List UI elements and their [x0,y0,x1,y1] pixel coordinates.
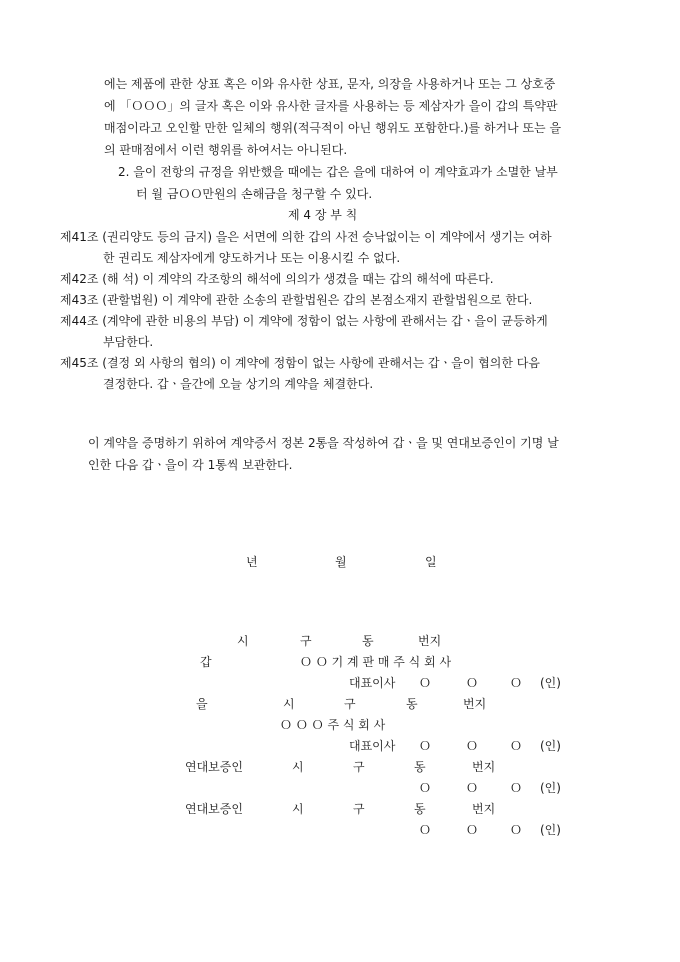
party-b-company: Ｏ Ｏ Ｏ 주 식 회 사 [280,718,386,732]
article-41: 제41조 (권리양도 등의 금지) 을은 서면에 의한 갑의 사전 승낙없이는 이 계약에서 생기는 여하 [60,230,552,244]
address-bunji: 번지 [472,802,496,816]
address-gu: 구 [353,802,365,816]
article-45: 제45조 (결정 외 사항의 협의) 이 계약에 정함이 없는 사항에 관해서는 갑ㆍ을이 협의한 다음 [60,356,540,370]
article-41-cont: 한 권리도 제삼자에게 양도하거나 또는 이용시킬 수 없다. [103,251,401,265]
address-dong: 동 [406,697,418,711]
item-2-line: 터 월 금ＯＯ만원의 손해금을 청구할 수 있다. [136,187,373,201]
item-2-line: 2. 을이 전항의 규정을 위반했을 때에는 갑은 을에 대하여 이 계약효과가 소멸한 날부 [118,165,558,179]
address-bunji: 번지 [418,634,442,648]
name-mark: Ｏ [466,823,479,837]
article-42: 제42조 (해 석) 이 계약의 각조항의 해석에 의의가 생겼을 때는 갑의 해석에 따른다. [60,272,494,286]
name-mark: Ｏ [510,739,523,753]
guarantor-label: 연대보증인 [185,802,243,816]
party-b-label: 을 [196,697,208,711]
paragraph-line: 매점이라고 오인할 만한 일체의 행위(적극적이 아닌 행위도 포함한다.)를 하거나 또는 을 [104,121,562,135]
paragraph-line: 에 「ＯＯＯ」의 글자 혹은 이와 유사한 글자를 사용하는 등 제삼자가 을이 갑의 특약판 [104,99,558,113]
name-mark: Ｏ [419,781,432,795]
name-mark: Ｏ [466,739,479,753]
address-si: 시 [292,760,304,774]
closing-line: 이 계약을 증명하기 위하여 계약증서 정본 2통을 작성하여 갑ㆍ을 및 연대보증인이 기명 날 [88,436,559,450]
day-label: 일 [425,555,437,569]
seal-mark: (인) [540,823,561,837]
chapter-heading: 제 4 장 부 칙 [288,208,358,222]
address-dong: 동 [414,760,426,774]
name-mark: Ｏ [510,823,523,837]
name-mark: Ｏ [510,676,523,690]
party-a-company: Ｏ Ｏ 기 계 판 매 주 식 회 사 [300,655,452,669]
address-si: 시 [283,697,295,711]
party-a-representative: 대표이사 [349,676,396,690]
address-gu: 구 [300,634,312,648]
seal-mark: (인) [540,781,561,795]
name-mark: Ｏ [466,676,479,690]
address-dong: 동 [362,634,374,648]
article-44-cont: 부담한다. [103,335,154,349]
address-gu: 구 [353,760,365,774]
seal-mark: (인) [540,739,561,753]
name-mark: Ｏ [510,781,523,795]
party-b-representative: 대표이사 [349,739,396,753]
paragraph-line: 의 판매점에서 이런 행위를 하여서는 아니된다. [104,143,348,157]
closing-line: 인한 다음 갑ㆍ을이 각 1통씩 보관한다. [88,458,293,472]
article-45-cont: 결정한다. 갑ㆍ을간에 오늘 상기의 계약을 체결한다. [103,377,374,391]
paragraph-line: 에는 제품에 관한 상표 혹은 이와 유사한 상표, 문자, 의장을 사용하거나 또는 그 상호중 [104,77,556,91]
article-44: 제44조 (계약에 관한 비용의 부담) 이 계약에 정함이 없는 사항에 관해서는 갑ㆍ을이 균등하게 [60,314,548,328]
address-si: 시 [292,802,304,816]
name-mark: Ｏ [419,739,432,753]
address-gu: 구 [344,697,356,711]
address-si: 시 [237,634,249,648]
month-label: 월 [335,555,347,569]
party-a-label: 갑 [200,655,212,669]
seal-mark: (인) [540,676,561,690]
name-mark: Ｏ [419,676,432,690]
name-mark: Ｏ [419,823,432,837]
year-label: 년 [246,555,258,569]
guarantor-label: 연대보증인 [185,760,243,774]
name-mark: Ｏ [466,781,479,795]
address-bunji: 번지 [463,697,487,711]
address-dong: 동 [414,802,426,816]
article-43: 제43조 (관할법원) 이 계약에 관한 소송의 관할법원은 갑의 본점소재지 관할법원으로 한다. [60,293,533,307]
address-bunji: 번지 [472,760,496,774]
